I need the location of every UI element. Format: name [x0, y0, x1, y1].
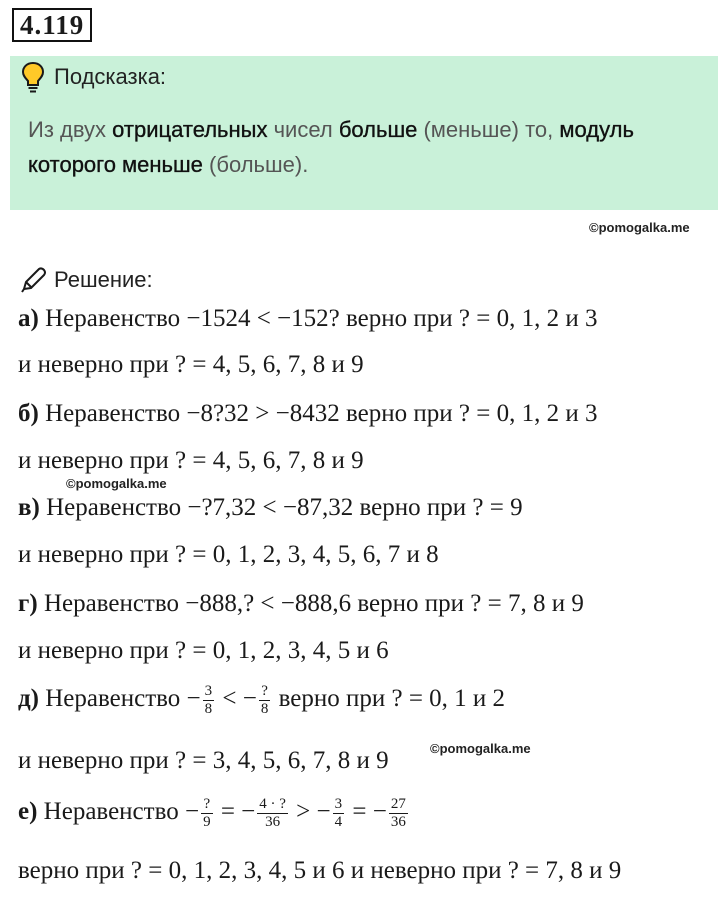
- solution-line-c1: [18, 494, 523, 522]
- hint-part: Из двух: [28, 117, 113, 142]
- task-number: 4.119: [12, 8, 92, 42]
- hint-part-bold: отрицательных: [112, 117, 268, 142]
- fraction-numerator: 3: [204, 683, 213, 699]
- line-text: > −: [289, 798, 331, 826]
- hint-part: (меньше) то,: [417, 117, 560, 142]
- hint-part: (больше).: [202, 152, 309, 177]
- fraction: [259, 683, 271, 718]
- solution-line-d1: [18, 590, 584, 618]
- solution-line-d2: [18, 637, 389, 665]
- item-label: г): [18, 590, 38, 617]
- line-text: верно при ? = 0, 1 и 2: [272, 685, 506, 713]
- line-text: и неверно при ? = 0, 1, 2, 3, 4, 5, 6, 7 и 8: [18, 541, 439, 568]
- hint-title: Подсказка:: [54, 64, 167, 89]
- item-label: б): [18, 400, 39, 427]
- fraction-numerator: ?: [201, 796, 213, 814]
- fraction: [333, 796, 345, 831]
- fraction-numerator: 3: [334, 796, 343, 812]
- hint-part-bold: больше: [338, 117, 418, 142]
- pencil-icon: [18, 265, 48, 295]
- line-text: и неверно при ? = 0, 1, 2, 3, 4, 5 и 6: [18, 637, 389, 664]
- fraction: [203, 683, 215, 718]
- line-text: = −: [214, 798, 256, 826]
- line-text: и неверно при ? = 4, 5, 6, 7, 8 и 9: [18, 447, 364, 474]
- fraction-denominator: 4: [334, 814, 343, 830]
- solution-line-e2: [18, 747, 389, 775]
- hint-part-bold: модуль которого меньше: [28, 117, 634, 177]
- fraction-numerator: ?: [259, 683, 271, 701]
- solution-title: Решение:: [54, 267, 153, 292]
- solution-line-c2: [18, 541, 439, 569]
- item-label: д): [18, 685, 39, 713]
- solution-line-b1: [18, 400, 597, 428]
- fraction-denominator: 8: [204, 701, 213, 717]
- hint-part: чисел: [267, 117, 339, 142]
- solution-line-e1: [18, 683, 505, 718]
- line-text: и неверно при ? = 3, 4, 5, 6, 7, 8 и 9: [18, 747, 389, 774]
- fraction-denominator: 36: [390, 814, 406, 830]
- line-text: Неравенство −1524 < −152? верно при ? = 0, 1, 2 и 3: [38, 305, 598, 332]
- solution-line-f1: [18, 796, 410, 831]
- line-text: верно при ? = 0, 1, 2, 3, 4, 5 и 6 и неверно при ? = 7, 8 и 9: [18, 857, 622, 884]
- solution-line-a2: [18, 351, 364, 379]
- fraction-numerator: 4 · ?: [259, 796, 286, 812]
- line-text: < −: [216, 685, 257, 713]
- solution-line-b2: [18, 447, 364, 475]
- fraction: [201, 796, 213, 831]
- line-text: Неравенство −888,? < −888,6 верно при ? = 7, 8 и 9: [37, 590, 584, 617]
- fraction-denominator: 36: [265, 814, 281, 830]
- line-text: = −: [346, 798, 387, 826]
- watermark: ©pomogalka.me: [66, 476, 167, 491]
- lightbulb-icon: [20, 60, 46, 94]
- fraction-denominator: 8: [260, 701, 269, 717]
- hint-box: [10, 56, 718, 210]
- line-text: Неравенство −: [37, 798, 200, 826]
- line-text: Неравенство −?7,32 < −87,32 верно при ? = 9: [39, 494, 523, 521]
- fraction: [257, 796, 288, 831]
- line-text: Неравенство −: [38, 685, 201, 713]
- solution-line-f2: [18, 857, 621, 885]
- watermark: ©pomogalka.me: [589, 220, 690, 235]
- watermark: ©pomogalka.me: [430, 741, 531, 756]
- line-text: и неверно при ? = 4, 5, 6, 7, 8 и 9: [18, 351, 364, 378]
- fraction-numerator: 27: [390, 796, 406, 812]
- item-label: е): [18, 798, 38, 826]
- item-label: в): [18, 494, 40, 521]
- item-label: а): [18, 305, 39, 332]
- fraction: [389, 796, 408, 831]
- hint-text: [28, 112, 708, 182]
- fraction-denominator: 9: [203, 814, 211, 830]
- line-text: Неравенство −8?32 > −8432 верно при ? = 0, 1, 2 и 3: [38, 400, 598, 427]
- solution-line-a1: [18, 305, 597, 333]
